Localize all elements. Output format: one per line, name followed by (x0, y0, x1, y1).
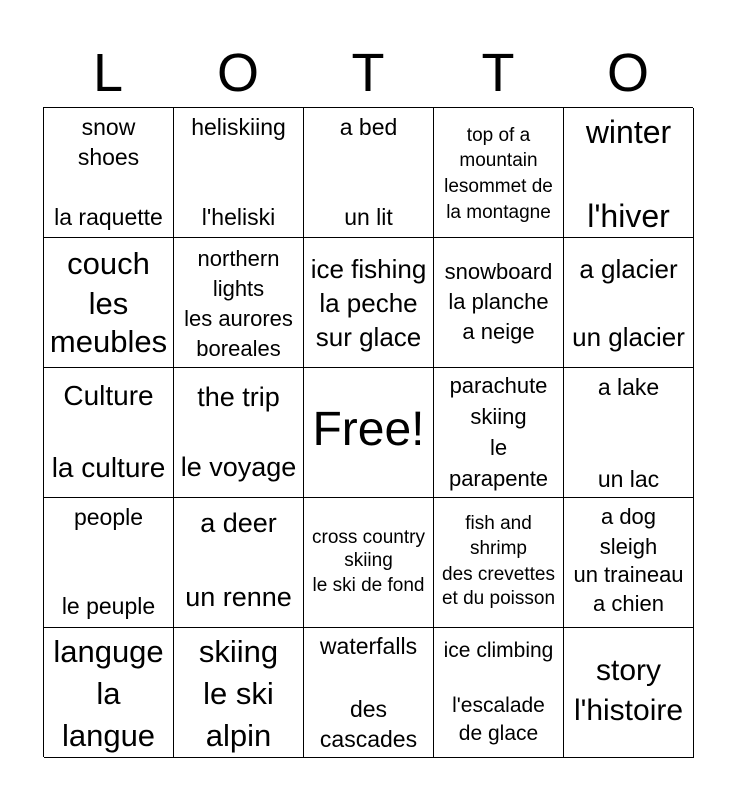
bingo-cell[interactable] (44, 108, 174, 238)
cell-text: le ski (203, 676, 274, 711)
cell-text: a neige (462, 319, 535, 344)
cell-text: la planche (448, 289, 549, 314)
cell-text: skiing (198, 634, 279, 669)
bingo-cell[interactable] (174, 628, 304, 758)
cell-text: snowboard (444, 259, 553, 284)
cell-text: et du poisson (441, 588, 556, 609)
bingo-cell[interactable] (304, 628, 434, 758)
bingo-cell[interactable] (304, 238, 434, 368)
title-letter: O (216, 43, 259, 103)
cell-text: un renne (185, 582, 292, 612)
bingo-cell[interactable] (44, 238, 174, 368)
cell-text: les aurores (184, 306, 293, 331)
cell-text: northern (197, 246, 280, 271)
title-letter: L (92, 43, 124, 103)
cell-text: un traineau (573, 562, 684, 587)
cell-text: top of a (466, 125, 531, 146)
cell-text: un glacier (572, 322, 685, 352)
bingo-cell[interactable] (564, 108, 694, 238)
bingo-cell[interactable] (304, 108, 434, 238)
cell-text: parachute (449, 373, 548, 398)
cell-text: les (88, 286, 129, 321)
bingo-cell[interactable] (174, 368, 304, 498)
bingo-cell[interactable] (304, 498, 434, 628)
cell-text: waterfalls (319, 633, 418, 659)
cell-text: un lac (597, 466, 660, 492)
cell-text: le (489, 435, 508, 460)
bingo-cell[interactable] (434, 238, 564, 368)
cell-text: lights (212, 276, 265, 301)
cell-text: shoes (77, 144, 140, 170)
cell-text: a glacier (579, 254, 678, 284)
bingo-grid (43, 107, 693, 757)
cell-text: l'hiver (587, 198, 670, 234)
bingo-cell[interactable] (434, 108, 564, 238)
cell-text: skiing (344, 550, 393, 571)
cell-text: a bed (339, 114, 398, 140)
bingo-cell[interactable] (174, 238, 304, 368)
bingo-cell[interactable] (564, 238, 694, 368)
cell-text: meubles (49, 324, 168, 359)
cell-text: couch (67, 246, 150, 281)
cell-text: cascades (319, 726, 418, 752)
lotto-title (43, 40, 693, 106)
cell-text: la peche (319, 288, 418, 318)
cell-text: le voyage (180, 452, 297, 482)
cell-text: ice fishing (310, 254, 427, 284)
cell-text: languge (53, 634, 164, 669)
cell-text: des (349, 696, 388, 722)
cell-text: Culture (63, 380, 154, 411)
cell-text: the trip (197, 382, 280, 412)
bingo-cell[interactable] (434, 628, 564, 758)
title-letter: T (481, 43, 515, 103)
cell-text: lesommet de (444, 176, 553, 197)
cell-text: un lit (344, 204, 393, 230)
bingo-cell[interactable] (564, 368, 694, 498)
bingo-cell[interactable] (434, 498, 564, 628)
cell-text: cross country (312, 527, 425, 548)
cell-text: Free! (312, 403, 425, 456)
cell-text: a dog (600, 504, 657, 529)
cell-text: l'histoire (573, 694, 684, 727)
cell-text: skiing (470, 404, 527, 429)
cell-text: boreales (196, 336, 281, 361)
cell-text: a chien (593, 591, 664, 616)
cell-text: fish and (465, 513, 532, 534)
title-letter: T (351, 43, 385, 103)
bingo-cell[interactable] (44, 498, 174, 628)
cell-text: la raquette (54, 204, 163, 230)
cell-text: a deer (200, 508, 277, 538)
cell-text: snow (81, 114, 136, 140)
bingo-cell[interactable] (174, 498, 304, 628)
cell-text: mountain (459, 150, 538, 171)
cell-text: parapente (448, 466, 549, 491)
cell-text: heliskiing (191, 114, 286, 140)
cell-text: l'escalade (452, 694, 545, 717)
bingo-cell[interactable] (564, 628, 694, 758)
bingo-cell[interactable] (44, 628, 174, 758)
bingo-cell[interactable] (174, 108, 304, 238)
cell-text: ice climbing (443, 639, 554, 662)
cell-text: story (595, 654, 661, 687)
cell-text: winter (585, 114, 672, 150)
cell-text: sleigh (599, 534, 658, 559)
title-letter: O (606, 43, 649, 103)
cell-text: la (96, 676, 121, 711)
cell-text: la montagne (446, 202, 551, 223)
cell-text: le peuple (61, 593, 156, 619)
cell-text: des crevettes (442, 564, 555, 585)
cell-text: alpin (205, 718, 272, 753)
bingo-cell[interactable] (564, 498, 694, 628)
cell-text: people (73, 504, 144, 530)
cell-text: la culture (51, 452, 166, 483)
cell-text: sur glace (315, 322, 422, 352)
bingo-cell[interactable] (44, 368, 174, 498)
cell-text: a lake (597, 374, 660, 400)
cell-text: l'heliski (201, 204, 276, 230)
cell-text: langue (61, 718, 156, 753)
cell-text: de glace (458, 722, 539, 745)
bingo-cell[interactable] (434, 368, 564, 498)
bingo-cell[interactable] (304, 368, 434, 498)
cell-text: shrimp (469, 538, 527, 559)
cell-text: le ski de fond (312, 575, 425, 596)
